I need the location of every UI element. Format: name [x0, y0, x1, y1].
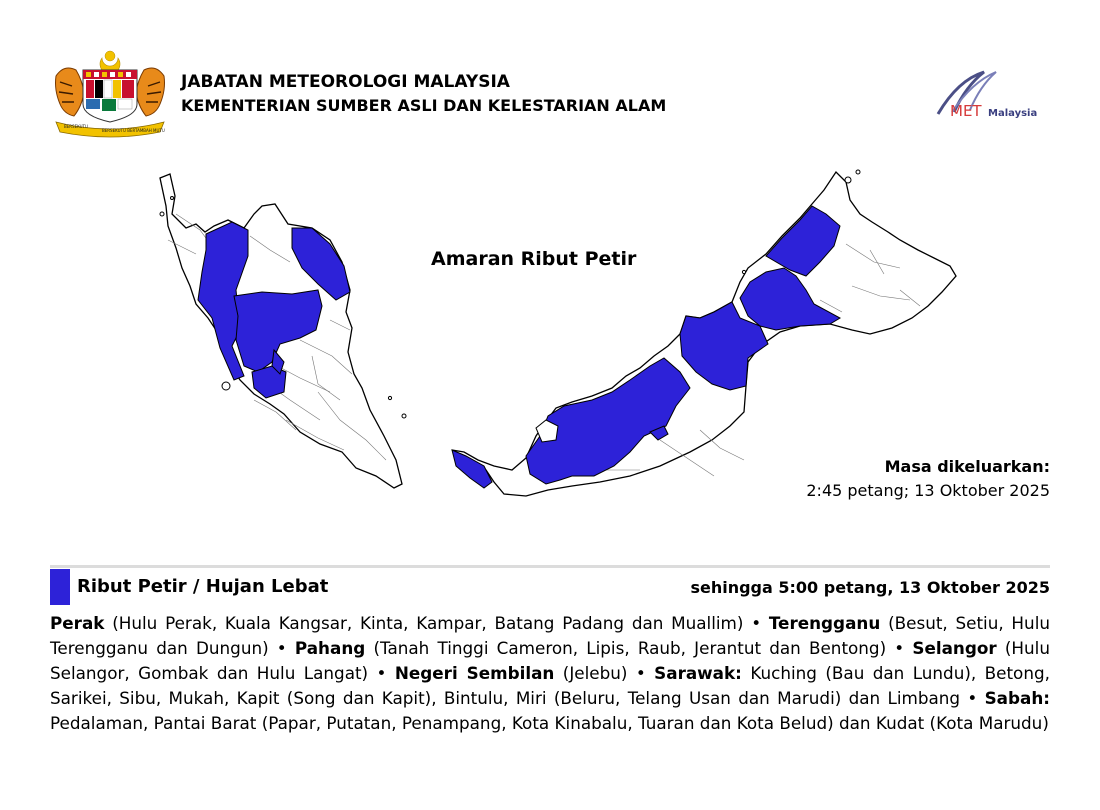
area-detail: (Tanah Tinggi Cameron, Lipis, Raub, Jerantut dan Bentong)	[373, 638, 887, 658]
warning-valid-until: sehingga 5:00 petang, 13 Oktober 2025	[690, 578, 1050, 597]
area-detail: (Besut, Setiu, Hulu Terengganu dan Dungun)	[50, 613, 1050, 658]
area-state: Terengganu	[768, 613, 881, 633]
borneo-malaysia-map	[452, 170, 956, 496]
area-state: Perak	[50, 613, 105, 633]
crest-ribbon-right: BERSEKUTU BERTAMBAH MUTU	[102, 128, 165, 133]
area-separator: •	[960, 688, 985, 708]
area-detail: (Hulu Selangor, Gombak dan Hulu Langat)	[50, 638, 1050, 683]
area-separator: •	[627, 663, 655, 683]
warning-category: Ribut Petir / Hujan Lebat	[77, 576, 329, 597]
crest-ribbon-left: BERSEKUTU	[64, 124, 88, 129]
organization-header	[181, 72, 666, 116]
area-state: Sarawak:	[654, 663, 742, 683]
met-malaysia-logo	[932, 66, 1050, 122]
ministry-name: KEMENTERIAN SUMBER ASLI DAN KELESTARIAN ALAM	[181, 96, 667, 115]
peninsular-malaysia-map	[160, 174, 406, 488]
area-state: Pahang	[294, 638, 366, 658]
area-state: Negeri Sembilan	[394, 663, 555, 683]
affected-areas-list	[50, 611, 1050, 736]
area-state: Sabah:	[984, 688, 1050, 708]
logo-met-text: MET	[950, 102, 982, 120]
area-separator: •	[368, 663, 395, 683]
issued-label: Masa dikeluarkan:	[884, 457, 1050, 476]
logo-malaysia-text: Malaysia	[988, 108, 1038, 119]
area-state: Selangor	[912, 638, 997, 658]
area-separator: •	[886, 638, 913, 658]
map-title: Amaran Ribut Petir	[431, 248, 637, 270]
issued-time-block	[806, 456, 1050, 504]
area-separator: •	[743, 613, 769, 633]
area-detail: (Jelebu)	[562, 663, 628, 683]
coat-of-arms-crest	[50, 48, 170, 138]
area-separator: •	[268, 638, 295, 658]
org-name: JABATAN METEOROLOGI MALAYSIA	[181, 72, 510, 92]
issued-value: 2:45 petang; 13 Oktober 2025	[806, 481, 1050, 500]
warning-color-swatch	[50, 569, 70, 605]
area-detail: Kuching (Bau dan Lundu), Betong, Sarikei, Sibu, Mukah, Kapit (Song dan Kapit), Bintulu, Miri (Beluru, Telang Usan dan Marudi) dan Limbang	[50, 663, 1050, 708]
area-detail: (Hulu Perak, Kuala Kangsar, Kinta, Kampar, Batang Padang dan Muallim)	[112, 613, 744, 633]
section-divider	[50, 565, 1050, 568]
area-detail: Pedalaman, Pantai Barat (Papar, Putatan, Penampang, Kota Kinabalu, Tuaran dan Kota Belud) dan Kudat (Kota Marudu)	[50, 713, 1049, 733]
